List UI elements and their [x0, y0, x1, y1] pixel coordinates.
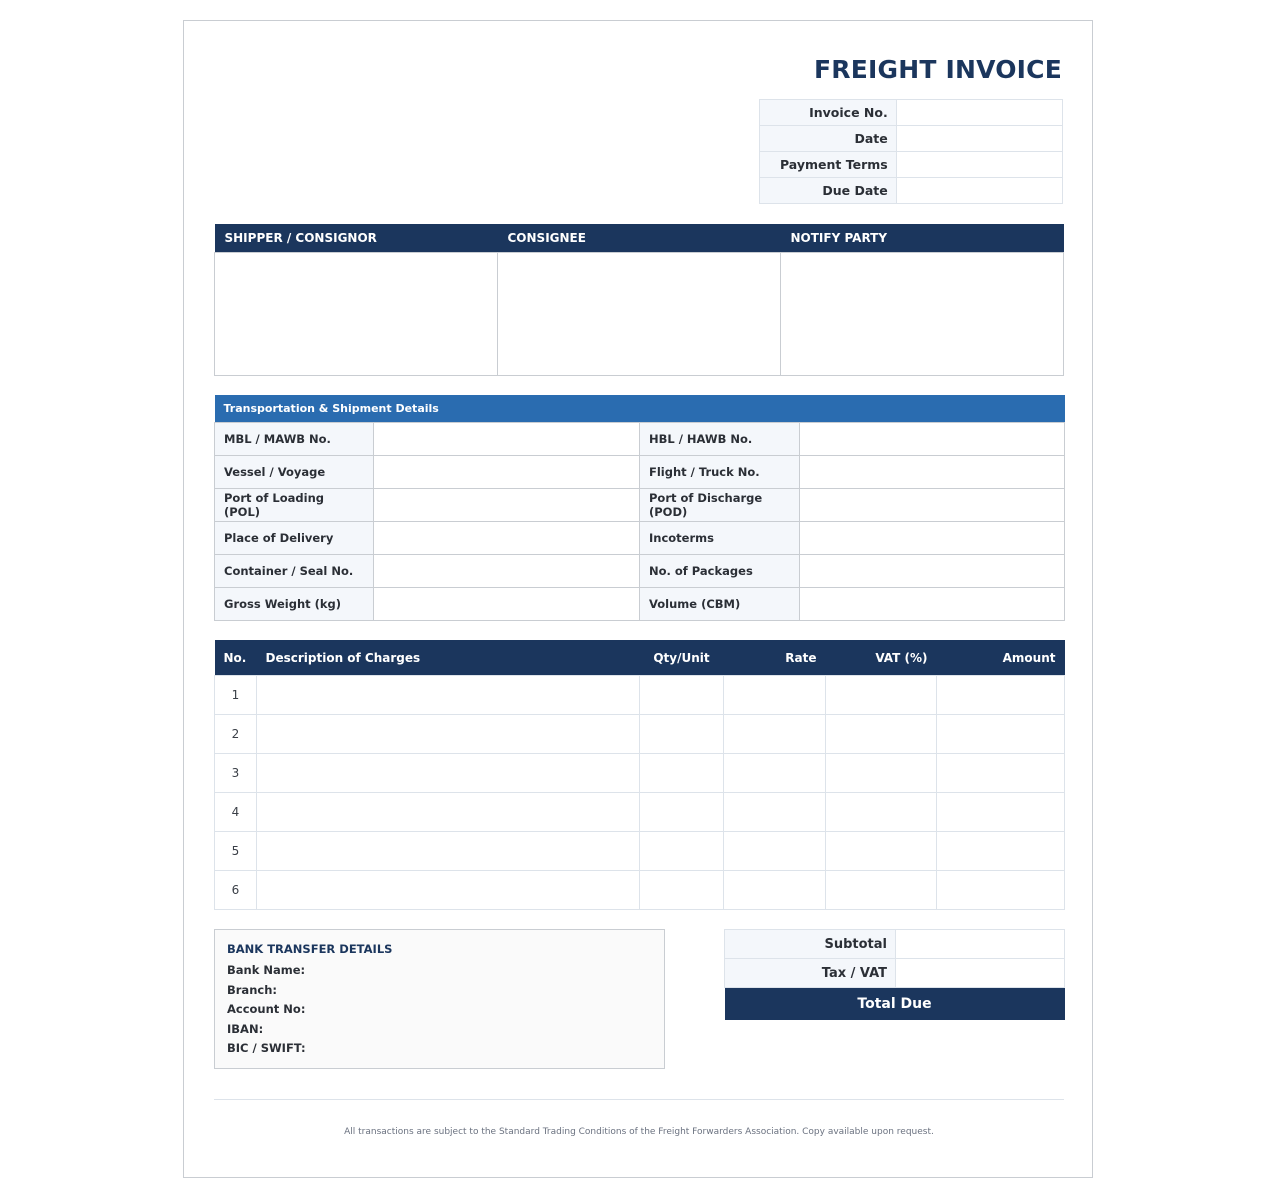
amount-cell[interactable] [937, 754, 1065, 793]
description-cell[interactable] [257, 676, 640, 715]
rate-cell[interactable] [724, 715, 826, 754]
tax-vat-field[interactable] [896, 959, 1065, 988]
meta-value-due-date[interactable] [896, 178, 1062, 204]
subtotal-field[interactable] [896, 930, 1065, 959]
shipment-label: Volume (CBM) [640, 588, 800, 621]
shipment-label: Port of Loading (POL) [215, 489, 374, 522]
shipment-field[interactable] [374, 522, 640, 555]
parties-table [214, 224, 1064, 376]
shipment-field[interactable] [800, 555, 1065, 588]
col-header-qty: Qty/Unit [640, 640, 724, 676]
shipment-field[interactable] [374, 423, 640, 456]
shipment-field[interactable] [374, 489, 640, 522]
col-header-vat: VAT (%) [826, 640, 937, 676]
shipper-header: SHIPPER / CONSIGNOR [215, 224, 498, 253]
shipment-details-table [214, 395, 1065, 621]
qty-cell[interactable] [640, 793, 724, 832]
meta-value-date[interactable] [896, 126, 1062, 152]
shipment-label: Container / Seal No. [215, 555, 374, 588]
bank-transfer-title: BANK TRANSFER DETAILS [227, 942, 393, 956]
bic-swift-label: BIC / SWIFT: [227, 1041, 306, 1055]
consignee-field[interactable] [498, 253, 781, 376]
shipment-label: Vessel / Voyage [215, 456, 374, 489]
account-no-label: Account No: [227, 1002, 306, 1016]
shipment-label: Flight / Truck No. [640, 456, 800, 489]
vat-cell[interactable] [826, 793, 937, 832]
col-header-rate: Rate [724, 640, 826, 676]
rate-cell[interactable] [724, 793, 826, 832]
amount-cell[interactable] [937, 676, 1065, 715]
vat-cell[interactable] [826, 754, 937, 793]
shipment-details-title: Transportation & Shipment Details [215, 395, 1065, 423]
shipment-field[interactable] [800, 456, 1065, 489]
consignee-header: CONSIGNEE [498, 224, 781, 253]
qty-cell[interactable] [640, 832, 724, 871]
col-header-amount: Amount [937, 640, 1065, 676]
qty-cell[interactable] [640, 715, 724, 754]
table-row [215, 832, 1065, 871]
bank-name-label: Bank Name: [227, 963, 306, 977]
row-number: 1 [215, 676, 257, 715]
table-row [215, 754, 1065, 793]
table-row [215, 715, 1065, 754]
col-header-description: Description of Charges [257, 640, 640, 676]
shipment-label: Incoterms [640, 522, 800, 555]
vat-cell[interactable] [826, 871, 937, 910]
description-cell[interactable] [257, 715, 640, 754]
row-number: 6 [215, 871, 257, 910]
meta-value-payment-terms[interactable] [896, 152, 1062, 178]
shipment-field[interactable] [800, 489, 1065, 522]
amount-cell[interactable] [937, 871, 1065, 910]
amount-cell[interactable] [937, 832, 1065, 871]
row-number: 5 [215, 832, 257, 871]
rate-cell[interactable] [724, 754, 826, 793]
shipment-label: MBL / MAWB No. [215, 423, 374, 456]
charges-table [214, 640, 1065, 910]
table-row [215, 676, 1065, 715]
table-row [215, 871, 1065, 910]
invoice-title: FREIGHT INVOICE [813, 55, 1062, 84]
shipment-field[interactable] [800, 522, 1065, 555]
meta-label-invoice-no: Invoice No. [760, 100, 897, 126]
iban-label: IBAN: [227, 1021, 264, 1036]
shipment-label: Place of Delivery [215, 522, 374, 555]
shipment-field[interactable] [374, 555, 640, 588]
description-cell[interactable] [257, 832, 640, 871]
bank-transfer-box [214, 929, 665, 1069]
rate-cell[interactable] [724, 832, 826, 871]
amount-cell[interactable] [937, 715, 1065, 754]
shipment-field[interactable] [374, 588, 640, 621]
shipment-label: HBL / HAWB No. [640, 423, 800, 456]
meta-value-invoice-no[interactable] [896, 100, 1062, 126]
meta-label-payment-terms: Payment Terms [760, 152, 897, 178]
amount-cell[interactable] [937, 793, 1065, 832]
totals-table [724, 929, 1065, 1020]
description-cell[interactable] [257, 871, 640, 910]
shipment-label: No. of Packages [640, 555, 800, 588]
vat-cell[interactable] [826, 676, 937, 715]
meta-label-date: Date [760, 126, 897, 152]
table-row [215, 793, 1065, 832]
rate-cell[interactable] [724, 871, 826, 910]
qty-cell[interactable] [640, 871, 724, 910]
qty-cell[interactable] [640, 754, 724, 793]
branch-label: Branch: [227, 982, 277, 997]
shipment-label: Port of Discharge (POD) [640, 489, 800, 522]
vat-cell[interactable] [826, 715, 937, 754]
notify-party-field[interactable] [781, 253, 1064, 376]
subtotal-label: Subtotal [725, 930, 896, 959]
vat-cell[interactable] [826, 832, 937, 871]
shipper-field[interactable] [215, 253, 498, 376]
row-number: 4 [215, 793, 257, 832]
row-number: 3 [215, 754, 257, 793]
shipment-field[interactable] [800, 423, 1065, 456]
shipment-label: Gross Weight (kg) [215, 588, 374, 621]
notify-party-header: NOTIFY PARTY [781, 224, 1064, 253]
invoice-meta-table [759, 99, 1063, 204]
description-cell[interactable] [257, 754, 640, 793]
invoice-page [183, 20, 1093, 1178]
col-header-no: No. [215, 640, 257, 676]
shipment-field[interactable] [374, 456, 640, 489]
meta-label-due-date: Due Date [760, 178, 897, 204]
rate-cell[interactable] [724, 676, 826, 715]
qty-cell[interactable] [640, 676, 724, 715]
description-cell[interactable] [257, 793, 640, 832]
footer-divider [214, 1099, 1064, 1100]
footer-note: All transactions are subject to the Standard Trading Conditions of the Freight Forwarders Association. Copy available upon request. [344, 1127, 934, 1137]
tax-vat-label: Tax / VAT [725, 959, 896, 988]
shipment-field[interactable] [800, 588, 1065, 621]
total-due-bar: Total Due [725, 988, 1065, 1021]
row-number: 2 [215, 715, 257, 754]
